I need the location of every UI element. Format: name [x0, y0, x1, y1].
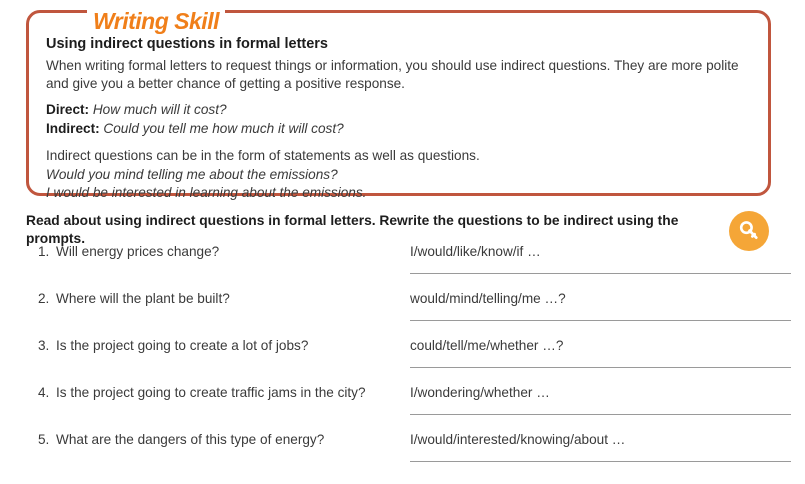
answer-line[interactable]	[410, 367, 791, 368]
writing-skill-box	[26, 8, 771, 200]
exercise-list	[26, 243, 791, 478]
key-icon	[737, 219, 761, 243]
answer-line[interactable]	[410, 414, 791, 415]
prompt-text: I/would/like/know/if …	[410, 244, 541, 259]
answer-line[interactable]	[410, 461, 791, 462]
question-text: Will energy prices change?	[56, 244, 220, 259]
question-number: 5.	[38, 432, 50, 447]
question-number: 3.	[38, 338, 50, 353]
example-indirect-separator: :	[95, 120, 100, 136]
exercise-item	[26, 431, 791, 478]
example-indirect-sentence: Could you tell me how much it will cost?	[103, 120, 344, 136]
exercise-instruction: Read about using indirect questions in formal letters. Rewrite the questions to be indirect using the prompts.	[26, 213, 679, 246]
example-indirect-label: Indirect	[46, 120, 96, 136]
example-direct-label: Direct	[46, 102, 85, 117]
question-number: 2.	[38, 291, 50, 306]
exercise-item	[26, 384, 791, 431]
skill-paragraph: When writing formal letters to request things or information, you should use indirect questions. They are more polite and give you a better chance of getting a positive response.	[46, 58, 739, 91]
question-text: What are the dangers of this type of energy?	[56, 432, 325, 447]
example-direct-sentence: How much will it cost?	[92, 102, 227, 117]
question-text: Is the project going to create a lot of jobs?	[56, 338, 309, 353]
question-text: Is the project going to create traffic jams in the city?	[56, 385, 366, 400]
writing-skill-content	[46, 35, 754, 203]
skill-note: Indirect questions can be in the form of statements as well as questions.	[46, 148, 480, 163]
statement-example-1: Would you mind telling me about the emissions?	[46, 166, 338, 182]
statement-example-2: I would be interested in learning about the emissions.	[46, 185, 367, 200]
exercise-item	[26, 290, 791, 337]
prompt-text: I/would/interested/knowing/about …	[410, 432, 626, 447]
exercise-item	[26, 337, 791, 384]
spacer	[46, 138, 754, 147]
prompt-text: would/mind/telling/me …?	[410, 291, 566, 306]
question-number: 4.	[38, 385, 50, 400]
exercise-item	[26, 243, 791, 290]
prompt-text: could/tell/me/whether …?	[410, 338, 564, 353]
example-indirect	[46, 120, 754, 139]
skill-heading: Using indirect questions in formal letters	[46, 36, 328, 52]
writing-skill-title: Writing Skill	[87, 7, 225, 35]
question-number: 1.	[38, 244, 50, 259]
answer-line[interactable]	[410, 273, 791, 274]
question-text: Where will the plant be built?	[56, 291, 230, 306]
answer-line[interactable]	[410, 320, 791, 321]
example-direct-separator: :	[84, 102, 90, 117]
prompt-text: I/wondering/whether …	[410, 385, 550, 400]
example-direct	[46, 101, 754, 120]
